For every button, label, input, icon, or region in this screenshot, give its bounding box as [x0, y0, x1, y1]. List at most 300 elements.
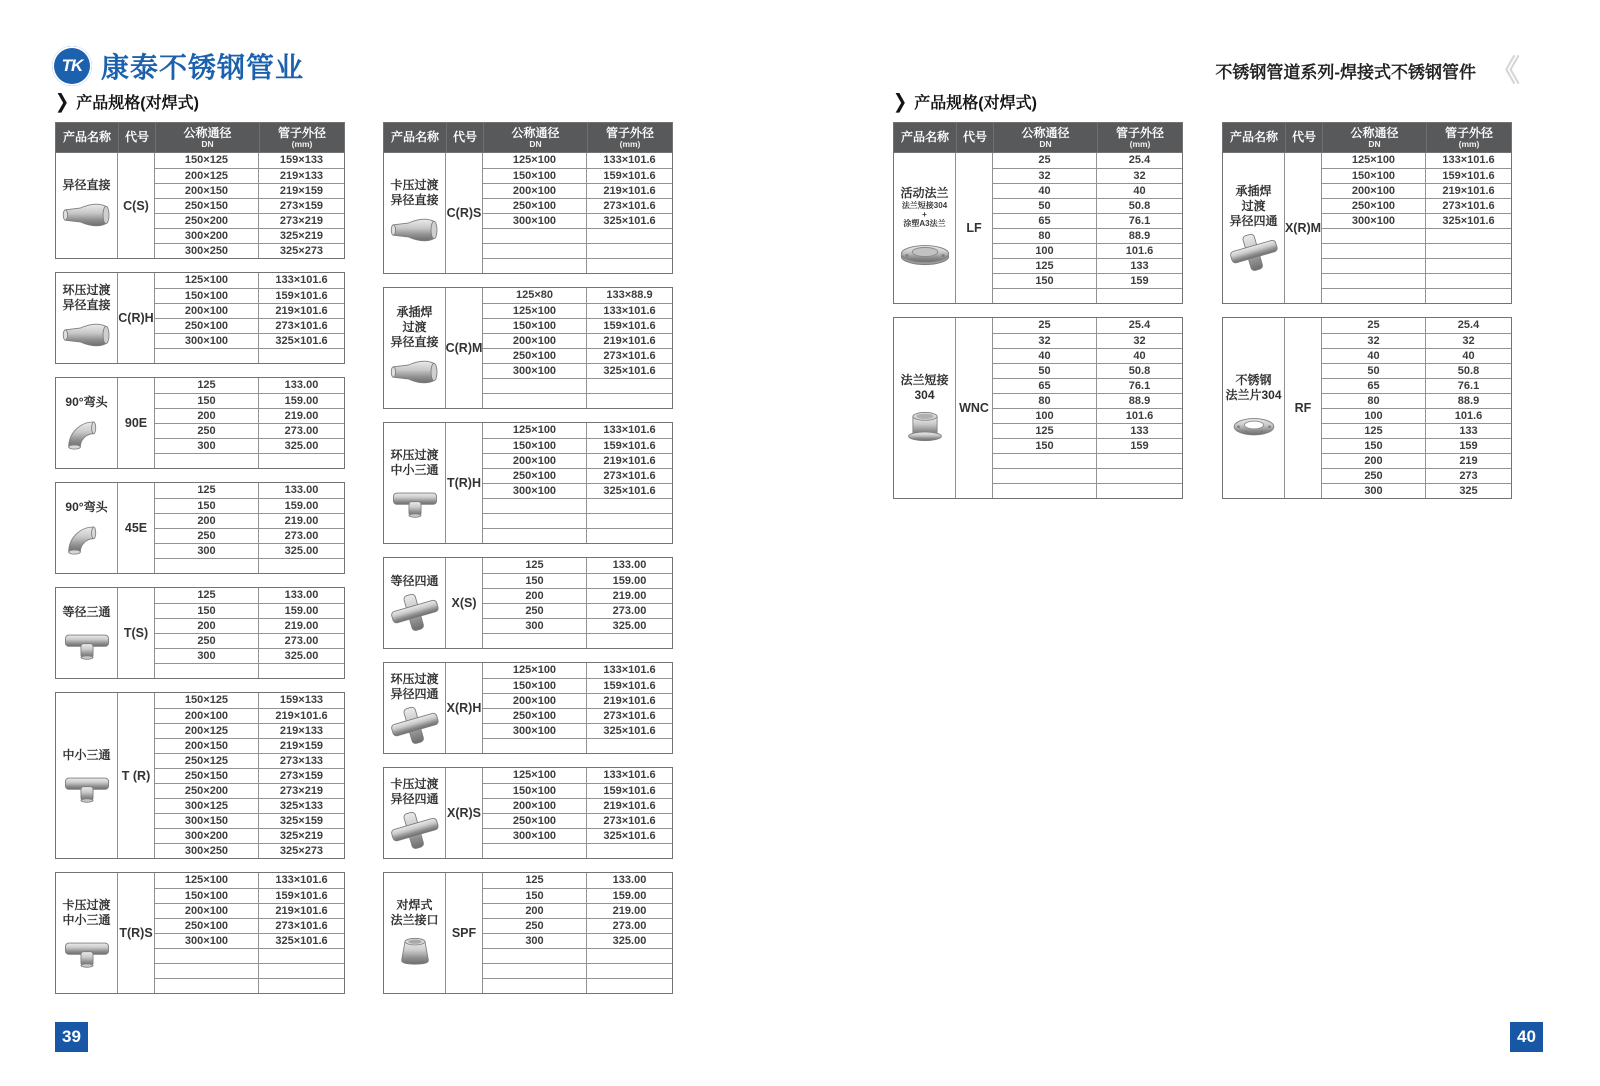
od-value: 325×101.6 [603, 830, 656, 842]
table-row [155, 753, 344, 768]
dn-value: 250×200 [155, 784, 259, 798]
dn-value: 150×100 [1322, 169, 1426, 183]
od-value: 133×101.6 [603, 154, 656, 166]
table-body [384, 873, 672, 993]
table-header-row [56, 123, 344, 153]
od-value: 159.00 [284, 500, 319, 512]
table-body [1223, 318, 1511, 498]
table-row [155, 183, 344, 198]
product-name: 90°弯头 [65, 395, 108, 409]
tables-column-1 [55, 122, 345, 1007]
table-row-empty [483, 243, 672, 258]
code-cell: C(S) [118, 153, 155, 258]
reducer-image [388, 211, 442, 249]
od-value: 88.9 [1128, 230, 1151, 242]
table-row-empty [483, 258, 672, 273]
tables-column-2 [383, 122, 673, 1007]
od-value: 159×101.6 [603, 440, 656, 452]
table-row [993, 363, 1182, 378]
od-value: 219×101.6 [1442, 185, 1495, 197]
od-value: 50.8 [1128, 200, 1151, 212]
dn-value: 300 [1322, 484, 1426, 498]
od-value: 325.00 [284, 545, 319, 557]
od-value: 219.00 [612, 590, 647, 602]
table-row [155, 378, 344, 393]
table-row [993, 333, 1182, 348]
dn-value: 300×100 [483, 829, 587, 843]
od-value: 219.00 [284, 410, 319, 422]
product-name: 异径四通 [390, 791, 439, 806]
dn-value: 250×100 [483, 199, 587, 213]
product-name: 承插焊 [396, 305, 433, 319]
od-value: 159.00 [612, 890, 647, 902]
product-subname: 涂塑A3法兰 [903, 218, 946, 228]
table-row [155, 798, 344, 813]
dn-value: 200×100 [483, 454, 587, 468]
product-cell [384, 873, 446, 993]
table-row [993, 423, 1182, 438]
dn-value: 125×100 [1322, 153, 1426, 168]
dn-value: 200 [155, 619, 259, 633]
od-value: 159×101.6 [603, 320, 656, 332]
size-rows [483, 663, 672, 753]
table-row [483, 798, 672, 813]
table-row [483, 708, 672, 723]
table-row [155, 228, 344, 243]
product-table [383, 872, 673, 994]
code-cell: X(R)H [446, 663, 483, 753]
product-name: 不锈钢 [1235, 372, 1272, 387]
table-row [483, 678, 672, 693]
od-value: 325.00 [612, 620, 647, 632]
dn-value: 300×100 [483, 484, 587, 498]
table-body [56, 693, 344, 858]
od-value: 219×159 [279, 185, 324, 197]
col-header-product: 产品名称 [1229, 130, 1278, 144]
table-row [155, 423, 344, 438]
dn-value: 200×150 [155, 739, 259, 753]
dn-value: 50 [1322, 364, 1426, 378]
col-header-dn: 公称通径 DN [483, 123, 587, 152]
dn-value: 250×100 [483, 709, 587, 723]
dn-value: 150 [155, 499, 259, 513]
table-body [56, 483, 344, 573]
product-table [383, 767, 673, 859]
od-value: 273.00 [284, 425, 319, 437]
brand-logo [52, 46, 304, 86]
od-value: 25.4 [1128, 154, 1151, 166]
dn-value: 200×100 [155, 304, 259, 318]
od-value: 219×101.6 [603, 455, 656, 467]
size-rows [155, 588, 344, 678]
series-title: 不锈钢管道系列-焊接式不锈钢管件 [1215, 63, 1476, 82]
product-table [893, 122, 1183, 304]
code-cell: RF [1285, 318, 1322, 498]
product-cell [1223, 318, 1285, 498]
product-cell [894, 153, 956, 303]
od-value: 325.00 [284, 650, 319, 662]
dn-value: 250×100 [483, 814, 587, 828]
table-row [155, 498, 344, 513]
product-name: 等径四通 [390, 574, 439, 588]
size-rows [993, 318, 1182, 498]
od-value: 273×101.6 [603, 710, 656, 722]
od-value: 219×101.6 [275, 710, 328, 722]
table-row [155, 288, 344, 303]
col-header-code: 代号 [1285, 123, 1322, 152]
product-table [383, 287, 673, 409]
dn-value: 300×100 [483, 364, 587, 378]
od-value: 159×101.6 [1442, 170, 1495, 182]
cross-image [1227, 232, 1281, 272]
code-cell: X(R)M [1285, 153, 1322, 303]
table-row [483, 333, 672, 348]
table-row [483, 213, 672, 228]
dn-value: 250×100 [155, 319, 259, 333]
page-number-left: 39 [55, 1022, 88, 1052]
product-table [1222, 122, 1512, 304]
table-row [1322, 423, 1511, 438]
product-subname: 法兰短接304 [901, 200, 948, 210]
od-value: 76.1 [1457, 380, 1480, 392]
table-row [993, 183, 1182, 198]
od-value: 325×219 [279, 230, 324, 242]
product-name: 环压过渡 [62, 282, 111, 297]
table-row-empty [155, 453, 344, 468]
dn-value: 300×100 [483, 724, 587, 738]
table-row-empty [1322, 288, 1511, 303]
od-value: 88.9 [1128, 395, 1151, 407]
od-value: 325×101.6 [275, 335, 328, 347]
table-header-row [1223, 123, 1511, 153]
od-value: 219.00 [284, 515, 319, 527]
od-value: 325×101.6 [603, 215, 656, 227]
table-row-empty [483, 228, 672, 243]
ring-image [1227, 406, 1281, 444]
od-value: 273×219 [279, 785, 324, 797]
product-name: 90°弯头 [65, 500, 108, 514]
table-row-empty [1322, 228, 1511, 243]
od-value: 133×101.6 [603, 664, 656, 676]
tee-image [60, 931, 114, 969]
dn-value: 200×100 [483, 799, 587, 813]
code-cell: 90E [118, 378, 155, 468]
table-row [1322, 363, 1511, 378]
dn-value: 80 [993, 394, 1097, 408]
table-header-row [384, 123, 672, 153]
product-table [383, 422, 673, 544]
product-table [55, 482, 345, 574]
col-header-od: 管子外径 (mm) [1097, 123, 1182, 152]
dn-value: 250×125 [155, 754, 259, 768]
dn-value: 150 [1322, 439, 1426, 453]
table-row [483, 183, 672, 198]
dn-value: 250×100 [483, 349, 587, 363]
brand-logo-icon: TK [52, 46, 92, 86]
od-value: 325×101.6 [603, 725, 656, 737]
table-row [155, 888, 344, 903]
table-row [155, 723, 344, 738]
table-row [1322, 408, 1511, 423]
table-row [155, 543, 344, 558]
od-value: 40 [1133, 350, 1146, 362]
table-row [155, 153, 344, 168]
product-table [383, 122, 673, 274]
table-row [155, 738, 344, 753]
table-row [483, 933, 672, 948]
od-value: 273×101.6 [603, 815, 656, 827]
od-value: 273×133 [279, 755, 324, 767]
dn-value: 150 [993, 439, 1097, 453]
table-row-empty [1322, 258, 1511, 273]
dn-value: 300×100 [1322, 214, 1426, 228]
table-row [993, 378, 1182, 393]
product-name: 中小三通 [62, 912, 111, 927]
table-row [155, 588, 344, 603]
size-rows [155, 273, 344, 363]
od-value: 159×101.6 [275, 290, 328, 302]
product-cell [384, 663, 446, 753]
table-body [56, 588, 344, 678]
table-row [155, 918, 344, 933]
table-row [483, 303, 672, 318]
table-row [993, 198, 1182, 213]
col-header-od: 管子外径 (mm) [259, 123, 344, 152]
od-value: 32 [1133, 170, 1146, 182]
table-row [1322, 198, 1511, 213]
table-row [993, 318, 1182, 333]
table-row [155, 408, 344, 423]
dn-value: 40 [1322, 349, 1426, 363]
col-header-product: 产品名称 [390, 130, 439, 144]
table-row [155, 813, 344, 828]
table-row [155, 243, 344, 258]
dn-value: 80 [1322, 394, 1426, 408]
section-title-text: 产品规格(对焊式) [76, 95, 199, 112]
dn-value: 300×200 [155, 229, 259, 243]
od-value: 273.00 [612, 605, 647, 617]
product-name: 法兰短接 [900, 372, 949, 387]
od-value: 133×101.6 [603, 769, 656, 781]
product-subname: + [922, 209, 927, 219]
od-value: 133.00 [612, 559, 647, 571]
size-rows [483, 768, 672, 858]
table-row [1322, 393, 1511, 408]
od-value: 273×101.6 [603, 200, 656, 212]
table-row [1322, 318, 1511, 333]
od-value: 325×159 [279, 815, 324, 827]
dn-value: 200×100 [483, 694, 587, 708]
brand-name: 康泰不锈钢管业 [101, 52, 305, 83]
double-chevron-icon: 《 [1490, 55, 1520, 88]
od-value: 159×133 [279, 694, 324, 706]
dn-value: 250×100 [155, 919, 259, 933]
table-row-empty [1322, 273, 1511, 288]
od-value: 273×101.6 [603, 470, 656, 482]
dn-value: 250 [483, 604, 587, 618]
table-row [483, 558, 672, 573]
code-cell: T(R)H [446, 423, 483, 543]
table-row [993, 243, 1182, 258]
product-name: 异径四通 [390, 686, 439, 701]
table-row [483, 168, 672, 183]
product-name: 对焊式 [396, 897, 433, 912]
reducer-image [388, 353, 442, 391]
od-value: 325×273 [279, 845, 324, 857]
product-cell [1223, 153, 1285, 303]
table-row-empty [483, 948, 672, 963]
table-row [483, 423, 672, 438]
table-body [1223, 153, 1511, 303]
table-row-empty [483, 498, 672, 513]
dn-value: 80 [993, 229, 1097, 243]
product-table [1222, 317, 1512, 499]
dn-value: 40 [993, 349, 1097, 363]
table-row [483, 783, 672, 798]
col-header-dn: 公称通径 DN [993, 123, 1097, 152]
product-cell [384, 423, 446, 543]
table-body [384, 288, 672, 408]
product-name: 卡压过渡 [390, 177, 439, 192]
table-row [155, 618, 344, 633]
table-row [1322, 348, 1511, 363]
product-name: 环压过渡 [390, 671, 439, 686]
col-header-dn: 公称通径 DN [1322, 123, 1426, 152]
col-header-code: 代号 [956, 123, 993, 152]
dn-value: 150×125 [155, 693, 259, 708]
od-value: 219×133 [279, 170, 324, 182]
dn-value: 250 [155, 529, 259, 543]
product-cell [56, 378, 118, 468]
od-value: 133.00 [284, 589, 319, 601]
od-value: 325×273 [279, 245, 324, 257]
table-row [993, 228, 1182, 243]
table-row [483, 903, 672, 918]
od-value: 219×101.6 [603, 335, 656, 347]
od-value: 133.00 [284, 379, 319, 391]
section-title-left [55, 90, 199, 113]
table-body [384, 558, 672, 648]
table-row [1322, 213, 1511, 228]
od-value: 219×133 [279, 725, 324, 737]
product-name: 活动法兰 [900, 185, 949, 200]
table-row [1322, 438, 1511, 453]
od-value: 133×101.6 [603, 305, 656, 317]
table-row [483, 468, 672, 483]
product-name: 异径四通 [1229, 214, 1278, 228]
table-row [483, 888, 672, 903]
product-cell [56, 153, 118, 258]
dn-value: 200×100 [155, 709, 259, 723]
code-cell: X(S) [446, 558, 483, 648]
dn-value: 300 [155, 544, 259, 558]
table-row [155, 168, 344, 183]
product-name: 中小三通 [62, 747, 111, 762]
elbow-image [62, 518, 112, 556]
tee-image [60, 623, 114, 661]
dn-value: 250×150 [155, 769, 259, 783]
dn-value: 125 [483, 873, 587, 888]
od-value: 40 [1462, 350, 1475, 362]
product-cell [894, 318, 956, 498]
od-value: 32 [1462, 335, 1475, 347]
dn-value: 125 [155, 588, 259, 603]
col-header-od: 管子外径 (mm) [1426, 123, 1511, 152]
dn-value: 250 [155, 634, 259, 648]
code-cell: T (R) [118, 693, 155, 858]
dn-value: 300 [155, 649, 259, 663]
od-value: 159×101.6 [603, 680, 656, 692]
dn-value: 125×100 [483, 423, 587, 438]
table-row [155, 483, 344, 498]
size-rows [155, 153, 344, 258]
od-value: 133×101.6 [275, 874, 328, 886]
table-row [1322, 468, 1511, 483]
size-rows [1322, 153, 1511, 303]
table-row [483, 588, 672, 603]
dn-value: 150 [155, 604, 259, 618]
table-row-empty [993, 288, 1182, 303]
col-header-code: 代号 [446, 123, 483, 152]
table-row [483, 453, 672, 468]
od-value: 133×88.9 [606, 289, 653, 301]
table-row [483, 573, 672, 588]
product-table [55, 872, 345, 994]
od-value: 219 [1459, 455, 1478, 467]
product-cell [384, 153, 446, 273]
dn-value: 200×125 [155, 169, 259, 183]
dn-value: 300×125 [155, 799, 259, 813]
dn-value: 250 [1322, 469, 1426, 483]
dn-value: 250×150 [155, 199, 259, 213]
table-row [155, 438, 344, 453]
od-value: 133 [1130, 425, 1149, 437]
dn-value: 32 [1322, 334, 1426, 348]
dn-value: 125 [155, 483, 259, 498]
dn-value: 125×100 [483, 768, 587, 783]
table-row-empty [483, 978, 672, 993]
table-row-empty [993, 483, 1182, 498]
table-row [155, 198, 344, 213]
table-row [993, 348, 1182, 363]
table-row [155, 708, 344, 723]
table-body [56, 873, 344, 993]
od-value: 40 [1133, 185, 1146, 197]
col-header-product: 产品名称 [62, 130, 111, 144]
od-value: 159.00 [284, 395, 319, 407]
table-row [155, 903, 344, 918]
table-row-empty [483, 378, 672, 393]
table-row [483, 348, 672, 363]
product-cell [56, 588, 118, 678]
size-rows [155, 378, 344, 468]
od-value: 101.6 [1125, 245, 1154, 257]
dn-value: 250 [155, 424, 259, 438]
od-value: 159.00 [612, 575, 647, 587]
od-value: 325.00 [284, 440, 319, 452]
table-row [483, 828, 672, 843]
size-rows [155, 873, 344, 993]
dn-value: 32 [993, 169, 1097, 183]
size-rows [483, 873, 672, 993]
dn-value: 250×100 [483, 469, 587, 483]
table-row [993, 213, 1182, 228]
product-table [55, 272, 345, 364]
dn-value: 300 [483, 934, 587, 948]
dn-value: 40 [993, 184, 1097, 198]
section-arrow-icon: ❯ [893, 90, 908, 112]
dn-value: 250 [483, 919, 587, 933]
